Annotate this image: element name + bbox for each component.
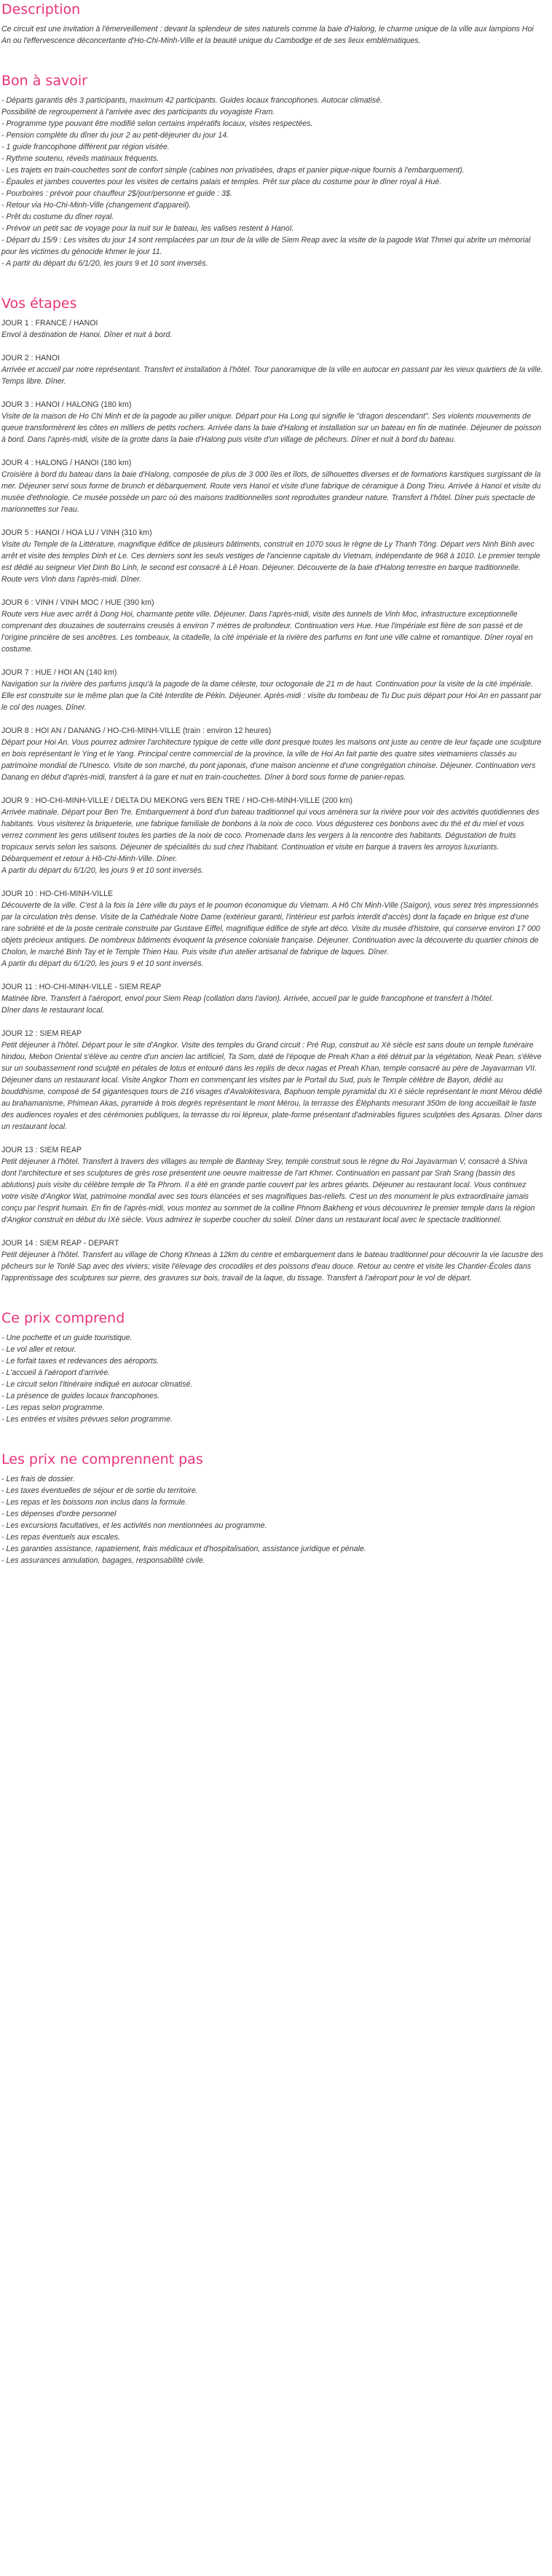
list-item: - Départ du 15/9 : Les visites du jour 14 sont remplacées par un tour de la ville de Siem Reap avec la visite de la pagode Wat Thmei qui abrite un mémorial pour les victimes du génocide khmer le jour 11.	[1, 236, 531, 256]
list-item: - Les entrées et visites prévues selon programme.	[1, 1415, 173, 1424]
list-item: - Prêt du costume du dîner royal.	[1, 213, 114, 221]
day-title: JOUR 13 : SIEM REAP	[1, 1146, 82, 1154]
description-section	[1, 0, 543, 47]
itinerary-heading: Vos étapes	[1, 296, 77, 312]
itinerary-day	[1, 317, 543, 341]
itinerary-day	[1, 1028, 543, 1133]
itinerary-day	[1, 1237, 543, 1284]
day-body: Départ pour Hoi An. Vous pourrez admirer l'architecture typique de cette ville dont presque toutes les maisons ont juste au centre de leur façade une sculpture en bois représentant le Ying et le Yang. Principal centre commercial de la province, la ville de Hoi An fait partie des quatre sites vietnamiens classés au patrimoine mondial de l'Unesco. Visite de son marché, du pont japonais, d'une maison ancienne et d'une congrégation chinoise. Déjeuner. Continuation vers Danang en début d'après-midi, transfert à la gare et nuit en train-couchettes. Dîner à bord sous forme de panier-repas.	[1, 738, 542, 782]
day-title: JOUR 10 : HO-CHI-MINH-VILLE	[1, 889, 114, 898]
list-item: Possibilité de regroupement à l'arrivée avec des participants du voyagiste Fram.	[1, 108, 275, 116]
itinerary-day	[1, 457, 543, 515]
day-body: Petit déjeuner à l'hôtel. Transfert au village de Chong Khneas à 12km du centre et embarquement dans le bateau traditionnel pour découvrir la vie lacustre des pêcheurs sur le Tonlé Sap avec des viviers; visite l'élevage des crocodiles et des poissons d'eau douce. Retour au centre et visite les Chantier-Écoles dans l'apprentissage des sculptures sur pierre, des gravures sur bois, travail de la laque, du tissage. Transfert à l'aéroport pour le vol de départ.	[1, 1251, 543, 1283]
itinerary-day	[1, 725, 543, 783]
description-heading: Description	[1, 1, 81, 17]
list-item: - Le forfait taxes et redevances des aéroports.	[1, 1357, 159, 1366]
list-item: - Les excursions facultatives, et les activités non mentionnées au programme.	[1, 1521, 267, 1530]
list-item: - Les dépenses d'ordre personnel	[1, 1510, 117, 1518]
description-text: Ce circuit est une invitation à l'émerveillement : devant la splendeur de sites naturels comme la baie d'Halong, le charme unique de la ville aux lampions Hoi An ou l'effervescence déconcertante d'Ho-Chi-Minh-Ville et la beauté unique du Cambodge et de ses lieux emblématiques.	[1, 25, 534, 45]
itinerary-days	[1, 317, 543, 1284]
list-item: - Les taxes éventuelles de séjour et de sortie du territoire.	[1, 1486, 198, 1495]
list-item: - Les garanties assistance, rapatriement, frais médicaux et d'hospitalisation, assistance juridique et pénale.	[1, 1545, 366, 1553]
itinerary-day	[1, 981, 543, 1016]
list-item: - 1 guide francophone différent par région visitée.	[1, 143, 170, 151]
list-item: - La présence de guides locaux francophones.	[1, 1392, 160, 1400]
list-item: - Les trajets en train-couchettes sont de confort simple (cabines non privatisées, draps et panier pique-nique fournis à l'embarquement).	[1, 166, 465, 175]
itinerary-day	[1, 597, 543, 655]
good-to-know-list	[1, 95, 543, 269]
list-item: - Les frais de dossier.	[1, 1475, 75, 1483]
list-item: - Départs garantis dès 3 participants, maximum 42 participants. Guides locaux francophones. Autocar climatisé.	[1, 96, 383, 105]
list-item: - Pourboires : prévoir pour chauffeur 2$/jour/personne et guide : 3$.	[1, 189, 232, 198]
list-item: - Le vol aller et retour.	[1, 1345, 76, 1354]
day-title: JOUR 9 : HO-CHI-MINH-VILLE / DELTA DU MEKONG vers BEN TRE / HO-CHI-MINH-VILLE (200 km)	[1, 796, 353, 805]
list-item: - Pension complète du dîner du jour 2 au petit-déjeuner du jour 14.	[1, 131, 229, 140]
day-title: JOUR 4 : HALONG / HANOI (180 km)	[1, 459, 132, 467]
list-item: - Les repas selon programme.	[1, 1403, 105, 1412]
included-section	[1, 1309, 543, 1425]
list-item: - Les repas éventuels aux escales.	[1, 1533, 121, 1542]
day-body: Envol à destination de Hanoi. Dîner et nuit à bord.	[1, 330, 173, 339]
day-body: Navigation sur la rivière des parfums jusqu'à la pagode de la dame céleste, tour octogonale de 21 m de haut. Continuation pour la visite de la cité impériale. Elle est construite sur le même plan que la Cité Interdite de Pékin. Déjeuner. Après-midi : visite du tombeau de Tu Duc puis départ pour Hoi An en passant par le col des nuages. Dîner.	[1, 680, 542, 712]
day-title: JOUR 12 : SIEM REAP	[1, 1029, 82, 1038]
list-item: - Une pochette et un guide touristique.	[1, 1333, 133, 1342]
day-title: JOUR 8 : HOI AN / DANANG / HO-CHI-MINH-VILLE (train : environ 12 heures)	[1, 726, 272, 735]
list-item: - A partir du départ du 6/1/20, les jours 9 et 10 sont inversés.	[1, 259, 208, 268]
not-included-list	[1, 1473, 543, 1566]
day-title: JOUR 6 : VINH / VINH MOC / HUE (390 km)	[1, 598, 154, 607]
day-title: JOUR 3 : HANOI / HALONG (180 km)	[1, 400, 132, 409]
day-body: Découverte de la ville. C'est à la fois la 1ère ville du pays et le poumon économique du Vietnam. A Hô Chi Minh-Ville (Saïgon), vous serez très impressionnés par la circulation très dense. Visite de la Cathédrale Notre Dame (extérieur garanti, l'intérieur est parfois interdit d'accès) dont la façade en brique est d'une rare sobriété et de la poste centrale construite par Gustave Eiffel, magnifique édifice de style art déco. Visite du musée d'histoire, qui conserve environ 17 000 objets précieux antiques. De nombreux bâtiments évoquent la présence coloniale française. Déjeuner. Continuation avec la découverte du quartier chinois de Cholon, le marché Binh Tay et le Temple Thien Hau. Puis visite d'un atelier artisanal de fabrique de laques. Dîner. A partir du départ du 6/1/20, les jours 9 et 10 sont inversés.	[1, 901, 540, 968]
itinerary-day	[1, 352, 543, 387]
good-to-know-heading: Bon à savoir	[1, 73, 87, 89]
list-item: - Rythme soutenu, réveils matinaux fréquents.	[1, 154, 159, 163]
day-title: JOUR 2 : HANOI	[1, 354, 60, 362]
not-included-heading: Les prix ne comprennent pas	[1, 1451, 203, 1467]
day-body: Route vers Hue avec arrêt à Dong Hoi, charmante petite ville. Déjeuner. Dans l'après-midi, visite des tunnels de Vinh Moc, infrastructure exceptionnelle comprenant des douzaines de souterrains creusés à environ 7 mètres de profondeur. Continuation vers Hue. Hue l'impériale est fière de son passé et de l'origine princière de ses ancêtres. Les tombeaux, la citadelle, la cité impériale et la rivière des parfums en font une ville calme et romantique. Dîner royal en costume.	[1, 610, 533, 654]
list-item: - Les repas et les boissons non inclus dans la formule.	[1, 1498, 187, 1507]
day-body: Petit déjeuner à l'hôtel. Départ pour le site d'Angkor. Visite des temples du Grand circuit : Pré Rup, construit au Xè siècle est sans doute un temple funéraire hindou, Mebon Oriental s'élève au centre d'un ancien lac artificiel, Ta Som, daté de l'époque de Preah Khan a été détruit par la végétation, Neak Pean, s'élève sur un soubassement rond sculpté en pétales de lotus et entouré dans les replis de deux nagas et Preah Khan, temple consacré au père de Jayavarman VII. Déjeuner dans un restaurant local. Visite Angkor Thom en commençant les visites par le Portail du Sud, puis le Temple célèbre de Bayon, dédié au bouddhisme, composé de 54 gigantesques tours de 216 visages d'Avalokitesvara, Baphuon temple pyramidal du XI è siècle représentant le mont Mérou dédié au brahamanisme, Phimean Akas, pyramide à trois degrés représentant le mont Mérou, la terrasse des Éléphants mesurant 350m de long accueillait le faste des audiences royales et des cérémonies publiques, la terrasse du roi lépreux, plate-forme présentant d'admirables figures sculptées des Apsaras. Dîner dans un restaurant local.	[1, 1041, 543, 1131]
list-item: - L'accueil à l'aéroport d'arrivée.	[1, 1368, 111, 1377]
included-heading: Ce prix comprend	[1, 1310, 125, 1326]
day-title: JOUR 1 : FRANCE / HANOI	[1, 319, 98, 328]
day-body: Visite du Temple de la Littérature, magnifique édifice de plusieurs bâtiments, construit en 1070 sous le règne de Ly Thanh Tông. Départ vers Ninh Binh avec arrêt et visite des temples Dinh et Le. Ces derniers sont les seuls vestiges de l'ancienne capitale du Vietnam, indépendante de 968 à 1010. Le premier temple est dédié au seigneur Viet Dinh Bo Linh, le second est consacré à Lê Hoan. Déjeuner. Découverte de la baie d'Halong terrestre en barque traditionnelle. Route vers Vinh dans l'après-midi. Dîner.	[1, 540, 540, 584]
list-item: - Les assurances annulation, bagages, responsabilité civile.	[1, 1556, 205, 1565]
itinerary-day	[1, 527, 543, 585]
day-body: Matinée libre. Transfert à l'aéroport, envol pour Siem Reap (collation dans l'avion). Arrivée, accueil par le guide francophone et transfert à l'hôtel. Dîner dans le restaurant local.	[1, 994, 494, 1015]
day-title: JOUR 7 : HUE / HOI AN (140 km)	[1, 668, 117, 677]
itinerary-section	[1, 294, 543, 1284]
day-body: Petit déjeuner à l'hôtel. Transfert à travers des villages au temple de Banteay Srey, temple construit sous le règne du Roi Jayavarman V, consacré à Shiva dont l'architecture et ses sculptures de grès rose présentent une oeuvre maitresse de l'art Khmer. Continuation en passant par Srah Srang (bassin des ablutions) puis visite du célèbre temple de Ta Phrom. Il a été en grande partie couvert par les arbres géants. Déjeuner au restaurant local. Vous continuez votre visite d'Angkor Wat, patrimoine mondial avec ses tours élancées et ses magnifiques bas-reliefs. C'est un des monument le plus extraordinaire jamais conçu par l'esprit humain. En fin de l'après-midi, vous montez au sommet de la colline Phnom Bakheng et vous découvrirez le premier temple dans la région d'Angkor construit en début du IXè siècle. Vous admirez le superbe coucher du soleil. Dîner dans un restaurant local avec le spectacle traditionnel.	[1, 1157, 535, 1224]
list-item: - Épaules et jambes couvertes pour les visites de certains palais et temples. Prêt sur place du costume pour le dîner royal à Hué.	[1, 178, 442, 186]
itinerary-day	[1, 888, 543, 970]
included-list	[1, 1332, 543, 1425]
itinerary-day	[1, 795, 543, 876]
day-body: Arrivée matinale. Départ pour Ben Tre. Embarquement à bord d'un bateau traditionnel qui vous amènera sur la rivière pour voir des activités quotidiennes des habitants. Vous visiterez la briqueterie, une fabrique familiale de bonbons à la noix de coco. Vous dégusterez ces bonbons avec du thé et du miel et vous verrez comment les gens utilisent toutes les parties de la noix de coco. Promenade dans les vergers à la rencontre des habitants. Dégustation de fruits tropicaux servis selon les saisons. Déjeuner de spécialités du sud chez l'habitant. Continuation et visite en barque à travers les arroyos luxuriants. Débarquement et retour à Hô-Chi-Minh-Ville. Dîner. A partir du départ du 6/1/20, les jours 9 et 10 sont inversés.	[1, 808, 540, 875]
itinerary-day	[1, 667, 543, 713]
itinerary-day	[1, 1144, 543, 1226]
day-title: JOUR 11 : HO-CHI-MINH-VILLE - SIEM REAP	[1, 983, 162, 991]
day-title: JOUR 5 : HANOI / HOA LU / VINH (310 km)	[1, 528, 152, 537]
list-item: - Prévoir un petit sac de voyage pour la nuit sur le bateau, les valises restent à Hanoï.	[1, 224, 294, 233]
not-included-section	[1, 1450, 543, 1566]
list-item: - Le circuit selon l'itinéraire indiqué en autocar climatisé.	[1, 1380, 193, 1389]
good-to-know-section	[1, 71, 543, 269]
itinerary-day	[1, 399, 543, 445]
list-item: - Programme type pouvant être modifié selon certains impératifs locaux, visites respectées.	[1, 119, 313, 128]
list-item: - Retour via Ho-Chi-Minh-Ville (changement d'appareil).	[1, 201, 192, 210]
day-title: JOUR 14 : SIEM REAP - DEPART	[1, 1239, 119, 1248]
day-body: Croisière à bord du bateau dans la baie d'Halong, composée de plus de 3 000 îles et îlots, de silhouettes diverses et de formations karstiques surgissant de la mer. Déjeuner servi sous forme de brunch et débarquement. Route vers Hanoï et visite d'une fabrique de céramique à Dong Trieu. Arrivée à Hanoï et visite du musée d'ethnologie. Ce musée possède un parc où des maisons traditionnelles sont reproduites grandeur nature. Transfert à l'hôtel. Dîner puis spectacle de marionnettes sur l'eau.	[1, 470, 541, 514]
day-body: Arrivée et accueil par notre représentant. Transfert et installation à l'hôtel. Tour panoramique de la ville en autocar en passant par les vieux quartiers de la ville. Temps libre. Dîner.	[1, 365, 543, 386]
day-body: Visite de la maison de Ho Chi Minh et de la pagode au pilier unique. Départ pour Ha Long qui signifie le "dragon descendant". Ses violents mouvements de queue transformèrent les côtes en milliers de petits rochers. Arrivée dans la baie d'Halong et installation sur un bateau en fin de matinée. Déjeuner de poisson à bord. Dans l'après-midi, visite de la grotte dans la baie d'Halong puis visite d'un village de pêcheurs. Dîner et nuit à bord du bateau.	[1, 412, 542, 444]
